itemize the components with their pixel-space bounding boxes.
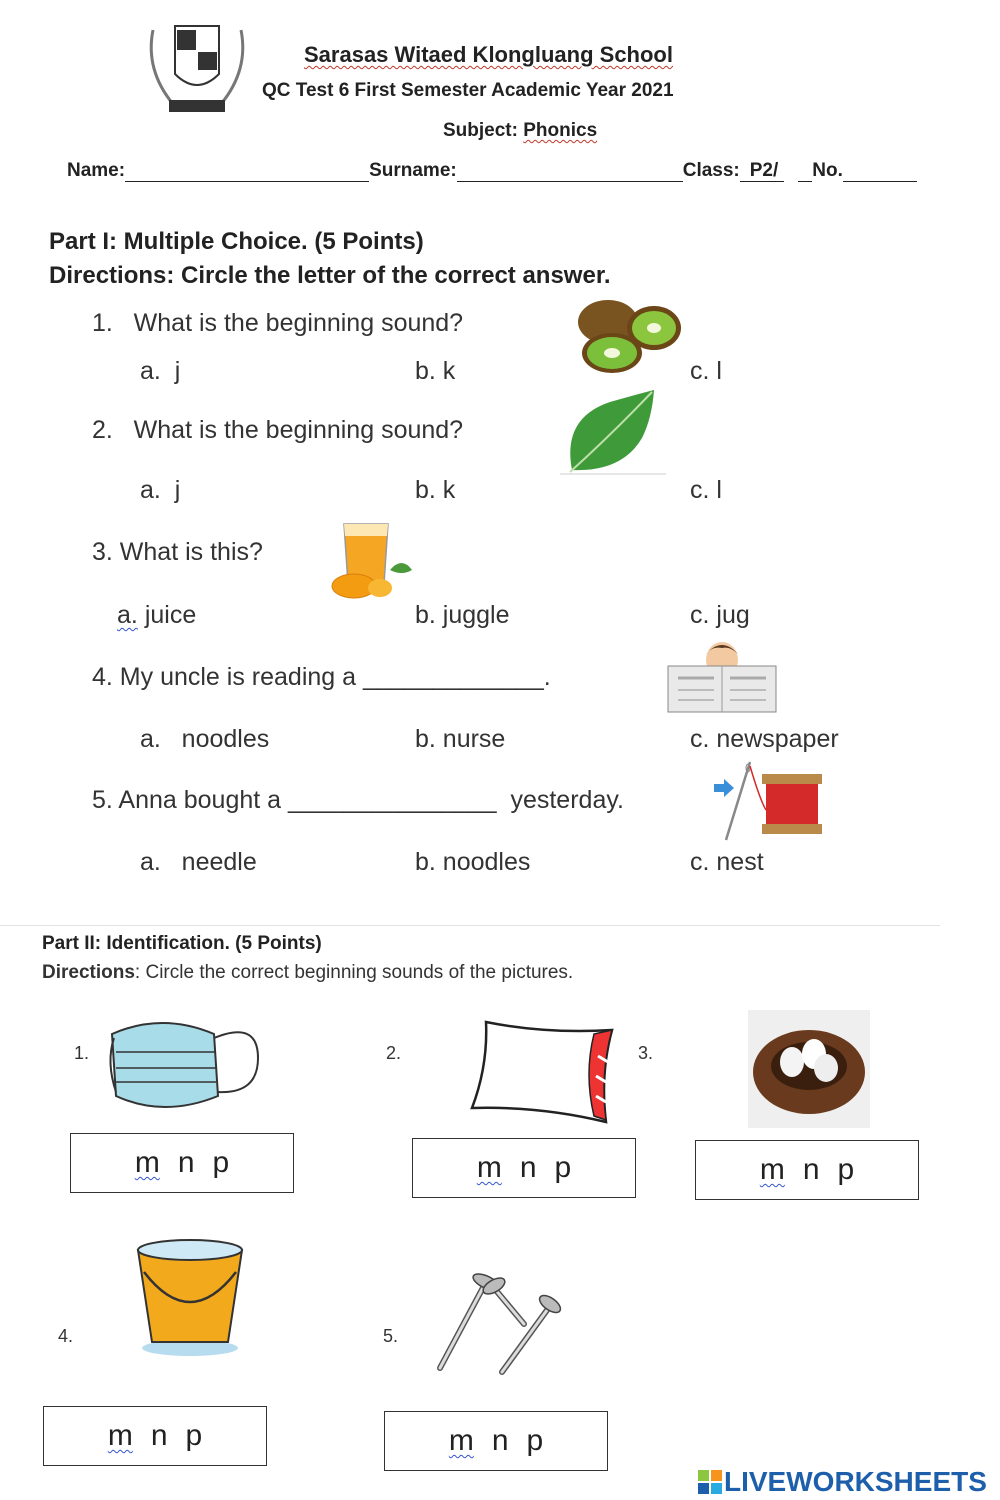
class-value: P2/ <box>740 160 785 182</box>
item-3-letter-n[interactable]: n <box>802 1153 820 1186</box>
q5-option-a[interactable]: a. needle <box>140 848 257 876</box>
q1-option-b[interactable]: b. k <box>415 357 456 385</box>
q3-option-a[interactable] <box>117 601 196 630</box>
test-title: QC Test 6 First Semester Academic Year 2021 <box>262 80 674 101</box>
number-field[interactable] <box>843 163 917 182</box>
item-3-letter-m[interactable]: m <box>759 1153 785 1186</box>
part1-directions: Directions: Circle the letter of the correct answer. <box>49 262 611 289</box>
item-3-number: 3. <box>638 1043 654 1063</box>
q4-option-a[interactable]: a. noodles <box>140 725 270 753</box>
item-2-answer-box <box>412 1138 636 1198</box>
no-label: No. <box>812 160 843 181</box>
kiwi-icon <box>574 298 686 376</box>
question-3: 3. What is this? <box>92 538 263 566</box>
class-section-field[interactable] <box>798 163 812 182</box>
item-1-letter-p[interactable]: p <box>212 1146 230 1179</box>
q5-option-c[interactable]: c. nest <box>690 848 764 876</box>
question-5: 5. Anna bought a _______________ yesterday. <box>92 786 624 814</box>
item-4-letter-n[interactable]: n <box>150 1419 168 1452</box>
juice-icon <box>330 520 416 600</box>
q2-option-c[interactable]: c. l <box>690 476 722 504</box>
q5-option-b[interactable]: b. noodles <box>415 848 531 876</box>
item-4-number: 4. <box>58 1326 74 1346</box>
mask-icon <box>108 1014 264 1116</box>
item-5-number: 5. <box>383 1326 399 1346</box>
item-2-letter-n[interactable]: n <box>519 1151 537 1184</box>
bucket-icon <box>130 1236 248 1360</box>
nails-icon <box>432 1270 562 1374</box>
item-2-number: 2. <box>386 1043 402 1063</box>
name-field[interactable] <box>125 163 369 182</box>
item-3-letter-p[interactable]: p <box>837 1153 855 1186</box>
subject-label: Subject: <box>443 120 518 141</box>
q3-option-a-text: juice <box>144 601 197 629</box>
school-name <box>304 42 673 68</box>
q4-option-b[interactable]: b. nurse <box>415 725 506 753</box>
section-divider <box>0 925 940 926</box>
q4-option-c[interactable]: c. newspaper <box>690 725 839 753</box>
item-4-letter-m[interactable]: m <box>107 1419 133 1452</box>
subject-line <box>443 120 597 142</box>
crest-icon <box>143 20 251 116</box>
pillow-icon <box>466 1016 620 1128</box>
item-5-letter-m[interactable]: m <box>448 1424 474 1457</box>
item-1-letter-m[interactable]: m <box>134 1146 160 1179</box>
part1-title: Part I: Multiple Choice. (5 Points) <box>49 228 424 255</box>
item-3-answer-box <box>695 1140 919 1200</box>
student-info-row <box>67 160 917 182</box>
q1-option-c[interactable]: c. l <box>690 357 722 385</box>
item-4-letter-p[interactable]: p <box>185 1419 203 1452</box>
part2-directions-text: : Circle the correct beginning sounds of the pictures. <box>134 962 574 983</box>
class-label: Class: <box>682 160 740 181</box>
part2-directions-label: Directions <box>42 962 135 983</box>
part2-directions <box>42 962 573 984</box>
q2-option-a[interactable]: a. j <box>140 476 181 504</box>
nest-icon <box>748 1010 870 1128</box>
liveworksheets-logo-icon <box>698 1470 722 1494</box>
surname-label: Surname: <box>369 160 457 181</box>
item-1-letter-n[interactable]: n <box>177 1146 195 1179</box>
q3-option-c[interactable]: c. jug <box>690 601 750 629</box>
part2-title: Part II: Identification. (5 Points) <box>42 933 322 954</box>
q1-option-a[interactable]: a. j <box>140 357 181 385</box>
question-2: 2. What is the beginning sound? <box>92 416 464 444</box>
school-name-text: Sarasas Witaed Klongluang School <box>304 42 673 67</box>
leaf-icon <box>560 388 668 478</box>
item-1-number: 1. <box>74 1043 90 1063</box>
surname-field[interactable] <box>457 163 683 182</box>
q3-option-a-letter: a. <box>117 601 138 629</box>
subject-value: Phonics <box>523 120 598 141</box>
newspaper-reader-icon <box>666 640 778 718</box>
needle-thread-icon <box>710 760 826 844</box>
liveworksheets-brand: LIVEWORKSHEETS <box>724 1466 987 1497</box>
question-4: 4. My uncle is reading a _____________. <box>92 663 551 691</box>
item-2-letter-m[interactable]: m <box>476 1151 502 1184</box>
item-1-answer-box <box>70 1133 294 1193</box>
item-2-letter-p[interactable]: p <box>554 1151 572 1184</box>
name-label: Name: <box>67 160 126 181</box>
item-5-letter-n[interactable]: n <box>491 1424 509 1457</box>
item-5-answer-box <box>384 1411 608 1471</box>
item-4-answer-box <box>43 1406 267 1466</box>
question-1: 1. What is the beginning sound? <box>92 309 464 337</box>
q2-option-b[interactable]: b. k <box>415 476 456 504</box>
school-crest <box>143 20 251 116</box>
item-5-letter-p[interactable]: p <box>526 1424 544 1457</box>
q3-option-b[interactable]: b. juggle <box>415 601 510 629</box>
